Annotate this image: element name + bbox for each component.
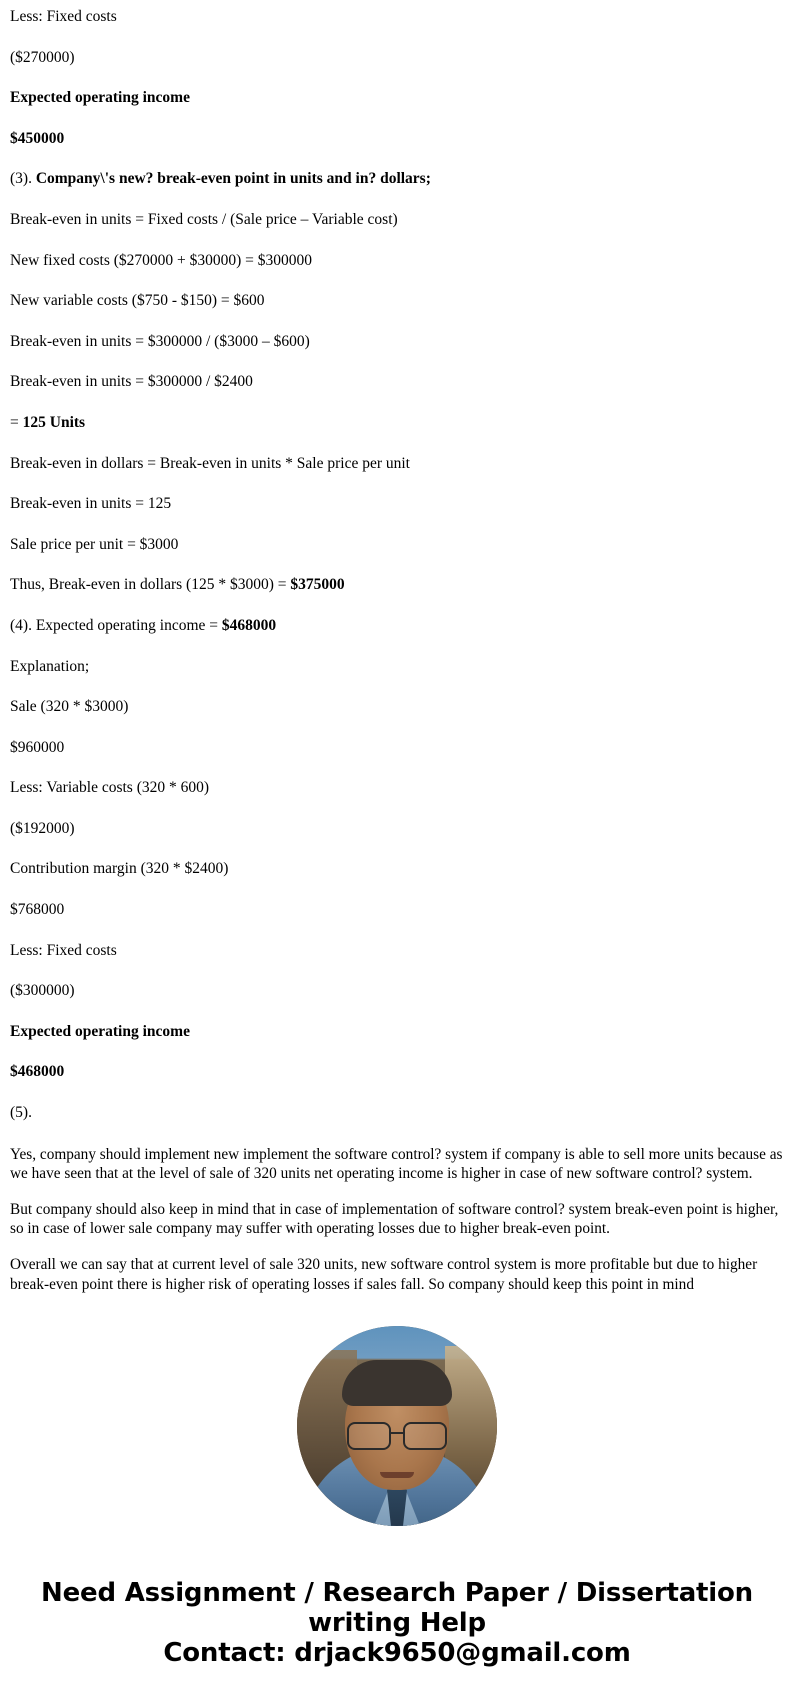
text-line: $450000	[10, 129, 65, 147]
text-line: Less: Fixed costs	[10, 8, 117, 25]
text-line: Break-even in units = $300000 / $2400	[10, 373, 253, 391]
footer-line-2: writing Help	[308, 1608, 486, 1639]
break-even-dollars-result	[10, 576, 784, 595]
answer-paragraph: Yes, company should implement new implement the software control? system if company is able to sell more units because as we have seen that at the level of sale of 320 units net operating income is higher in case of new software control? system.	[10, 1145, 783, 1183]
text-line: Break-even in units = 125	[10, 495, 172, 513]
question-4-prefix: (4). Expected operating income =	[10, 616, 222, 634]
income-statement-line: Less: Variable costs (320 * 600)	[10, 779, 210, 797]
text-line: Break-even in units = $300000 / ($3000 – $600)	[10, 332, 310, 350]
avatar-container	[10, 1326, 784, 1526]
question-3-title: Company\'s new? break-even point in units and in? dollars;	[35, 170, 431, 188]
glasses-left-lens	[347, 1422, 391, 1450]
avatar	[297, 1326, 497, 1526]
question-4-answer	[10, 617, 784, 636]
income-statement-line: Less: Fixed costs	[10, 941, 117, 959]
break-even-units-result	[10, 414, 784, 433]
text-line: Break-even in units = Fixed costs / (Sale price – Variable cost)	[10, 210, 398, 228]
text-line: Sale price per unit = $3000	[10, 535, 179, 553]
dollars-prefix: Thus, Break-even in dollars (125 * $3000) =	[10, 576, 291, 594]
income-statement-line: ($192000)	[10, 819, 75, 837]
income-statement-total-label: Expected operating income	[10, 1022, 190, 1040]
income-statement-line: ($300000)	[10, 982, 75, 1000]
glasses-icon	[343, 1422, 451, 1446]
footer-line-1: Need Assignment / Research Paper / Dissertation	[41, 1578, 753, 1609]
text-line: Expected operating income	[10, 89, 190, 107]
answer-paragraph: Overall we can say that at current level of sale 320 units, new software control system is more profitable but due to higher break-even point there is higher risk of operating losses if sales fall. So company should keep this point in mind	[10, 1255, 758, 1293]
equals-prefix: =	[10, 413, 23, 431]
income-statement-total-value: $468000	[10, 1063, 65, 1081]
income-statement-line: Sale (320 * $3000)	[10, 698, 129, 716]
text-line: Break-even in dollars = Break-even in units * Sale price per unit	[10, 454, 410, 472]
glasses-right-lens	[403, 1422, 447, 1450]
income-statement-line: $768000	[10, 901, 65, 919]
question-3-number: (3).	[10, 170, 36, 188]
footer-contact-email: Contact: drjack9650@gmail.com	[163, 1638, 631, 1669]
avatar-mouth	[380, 1472, 414, 1478]
footer-contact-block	[10, 1578, 784, 1688]
income-statement-line: Contribution margin (320 * $2400)	[10, 860, 229, 878]
question-5-label: (5).	[10, 1104, 32, 1122]
answer-paragraph: But company should also keep in mind that in case of implementation of software control? system break-even point is higher, so in case of lower sale company may suffer with operating losses due to higher break-even point.	[10, 1200, 779, 1238]
units-value: 125 Units	[22, 413, 86, 431]
avatar-hair	[342, 1360, 452, 1406]
question-3-heading	[10, 170, 784, 189]
text-line: New fixed costs ($270000 + $30000) = $300000	[10, 251, 313, 269]
text-line: New variable costs ($750 - $150) = $600	[10, 292, 265, 310]
text-line: ($270000)	[10, 48, 75, 66]
income-statement-line: $960000	[10, 738, 65, 756]
dollars-value: $375000	[290, 576, 345, 594]
question-4-value: $468000	[221, 616, 277, 634]
explanation-label: Explanation;	[10, 657, 90, 675]
